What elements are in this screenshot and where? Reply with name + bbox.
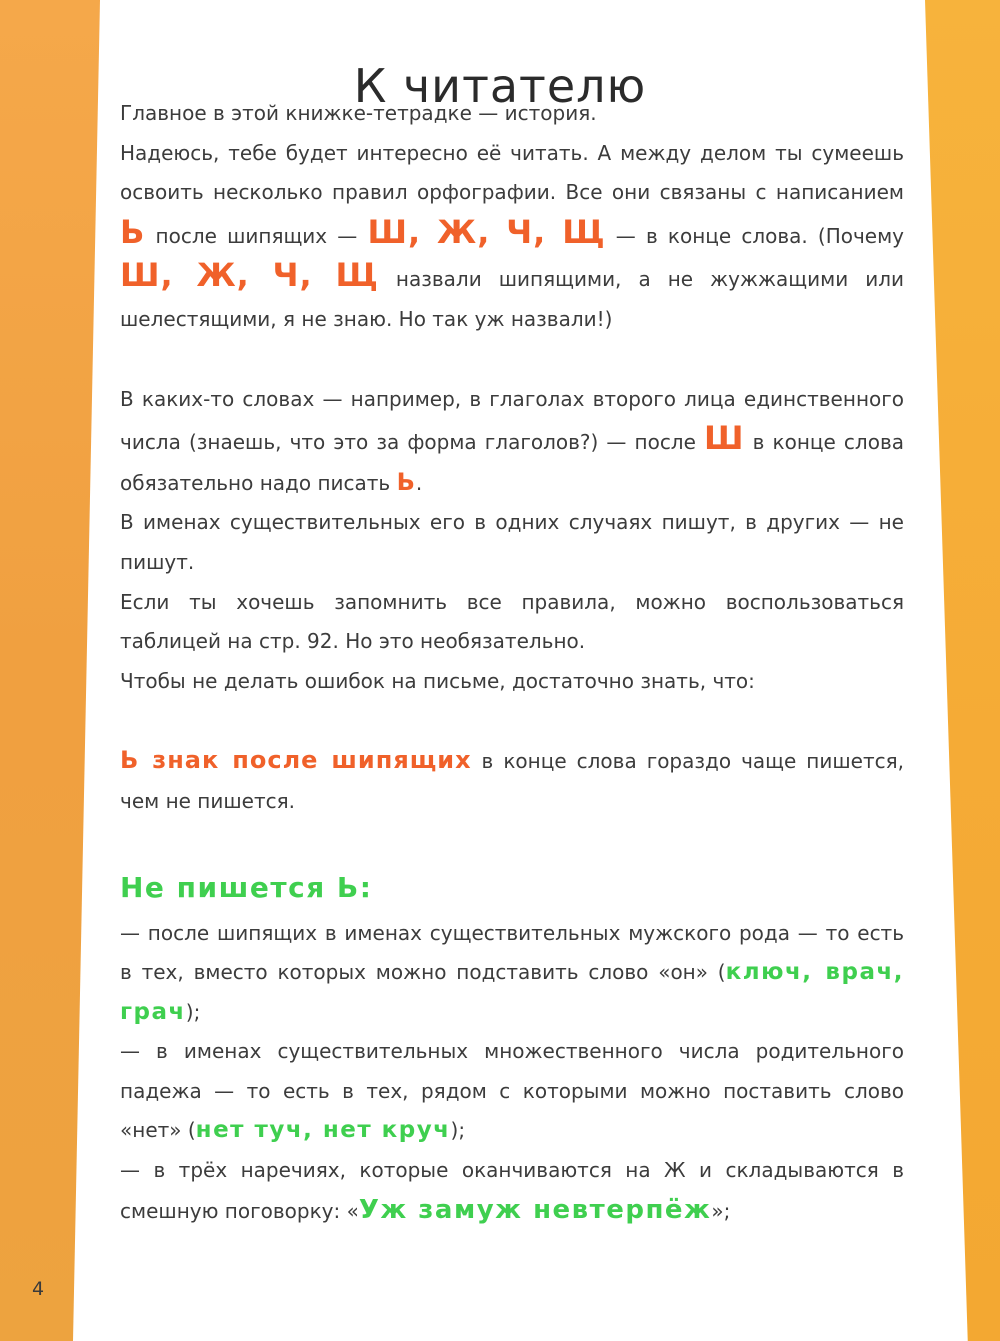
text: ); [450, 1118, 466, 1143]
page-body [120, 94, 904, 1231]
highlight-soft-sign: Ь [396, 467, 416, 496]
paragraph-rules-intro [120, 134, 904, 340]
text: В каких-то словах — например, в глаголах второго лица единственного числа (знаешь, что это за форма глаголов?) — после [120, 386, 904, 455]
highlight-example: нет туч, нет круч [195, 1117, 451, 1144]
paragraph-main-rule [120, 741, 904, 821]
list-item [120, 1151, 904, 1231]
text: — в конце слова. (Почему [605, 223, 905, 248]
paragraph-enough: Чтобы не делать ошибок на письме, достаточно знать, что: [120, 668, 755, 693]
highlight-soft-sign: Ь [120, 212, 146, 251]
text: в конце слова обязательно надо писать [120, 430, 904, 495]
list-item [120, 914, 904, 1033]
paragraph-table: Если ты хочешь запомнить все правила, можно воспользоваться таблицей на стр. 92. Но это необязательно. [120, 589, 904, 654]
highlight-rule: Ь знак после шипящих [120, 746, 472, 775]
text: в конце слова гораздо чаще пишется, чем не пишется. [120, 749, 905, 813]
spacer [120, 701, 904, 741]
spacer [120, 822, 904, 862]
text: . [415, 470, 423, 495]
spacer [120, 340, 904, 380]
text: — в трёх наречиях, которые оканчиваются на Ж и складываются в смешную поговорку: « [120, 1158, 904, 1223]
highlight-sibilants: Ш, Ж, Ч, Щ [120, 256, 379, 295]
left-orange-band [0, 0, 100, 1341]
text: назвали шипящими, а не жужжащими или шелестящими, я не знаю. Но так уж назвали!) [120, 267, 905, 331]
highlight-sibilants: Ш, Ж, Ч, Щ [367, 212, 606, 251]
section-heading: Не пишется Ь: [120, 870, 373, 904]
highlight-example: Уж замуж невтерпёж [358, 1194, 712, 1225]
paragraph-verbs [120, 380, 904, 504]
list-item [120, 1032, 904, 1151]
text: Надеюсь, тебе будет интересно её читать. А между делом ты сумеешь освоить несколько правил орфографии. Все они связаны с написанием [120, 140, 904, 205]
highlight-example: ключ, врач, грач [120, 959, 905, 1025]
right-orange-band [925, 0, 1000, 1341]
text: »; [711, 1198, 731, 1223]
paragraph-nouns: В именах существительных его в одних случаях пишут, в других — не пишут. [120, 510, 904, 574]
text: — после шипящих в именах существительных мужского рода — то есть в тех, вместо которых можно подставить слово «он» ( [120, 920, 904, 985]
page-title: К читателю [353, 58, 647, 113]
text: — в именах существительных множественного числа родительного падежа — то есть в тех, рядом с которыми можно поставить слово «нет» ( [120, 1039, 904, 1143]
text: после шипящих — [145, 223, 368, 248]
highlight-sh: Ш [704, 419, 745, 458]
page-number: 4 [32, 1278, 45, 1300]
paragraph-intro: Главное в этой книжке-тетрадке — история. [120, 101, 597, 125]
text: ); [185, 999, 201, 1024]
